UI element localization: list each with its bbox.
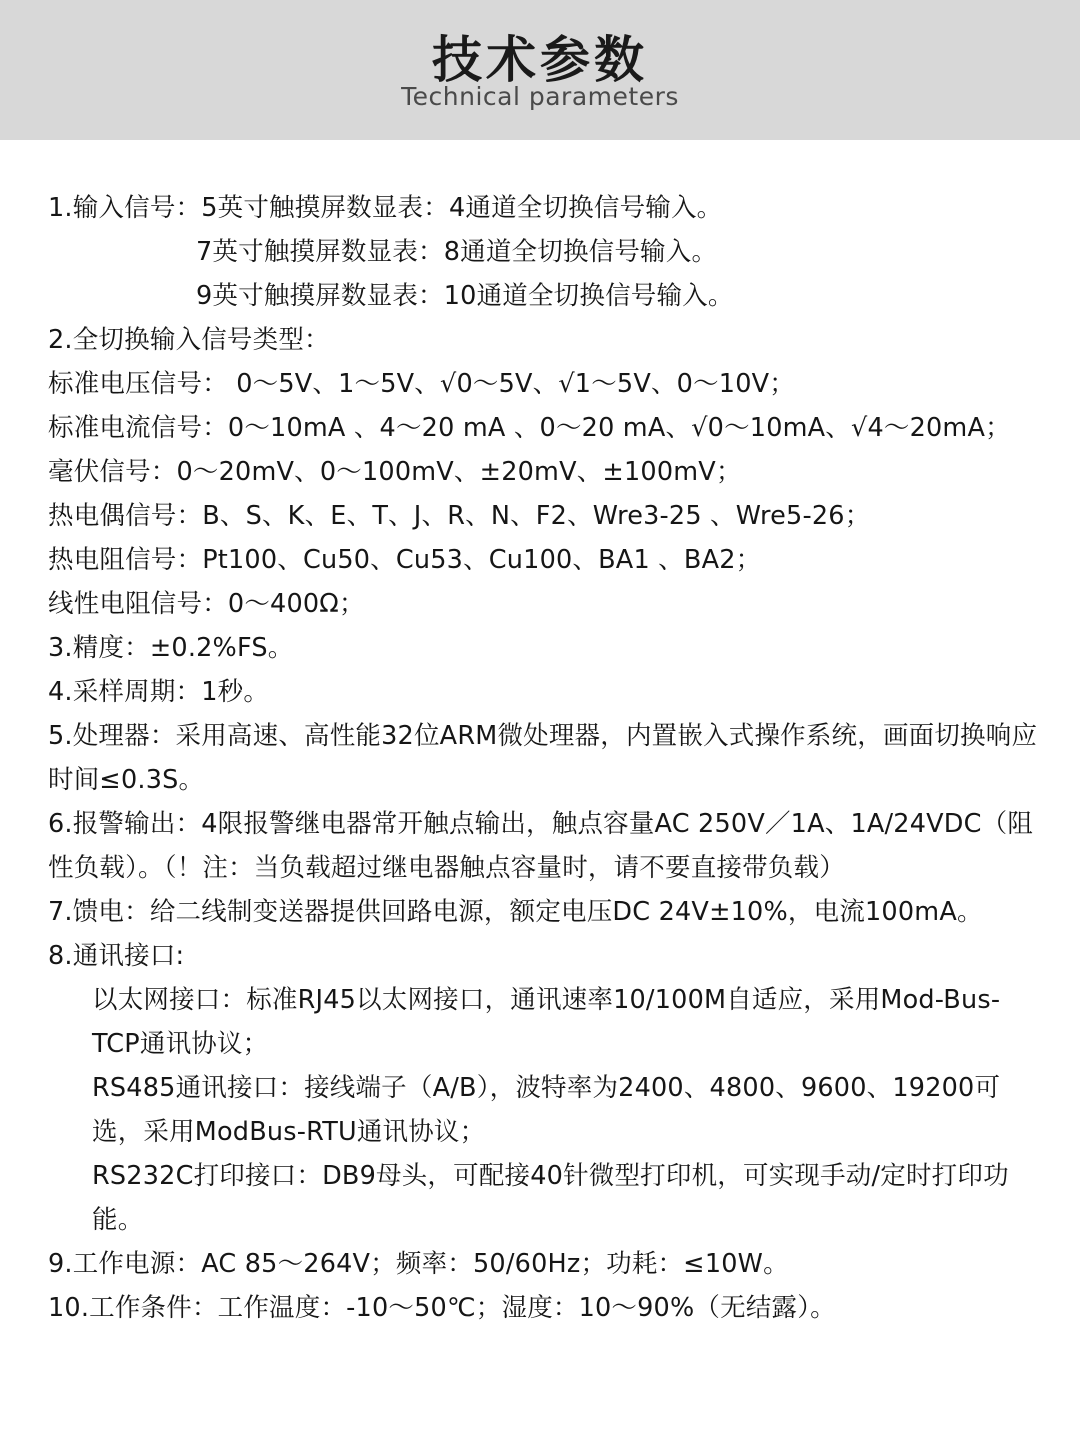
sampling-period: 4.采样周期：1秒。 bbox=[48, 677, 270, 707]
rs485-interface: RS485通讯接口：接线端子（A/B），波特率为2400、4800、9600、19200可选，采用ModBus-RTU通讯协议； bbox=[92, 1073, 1001, 1147]
accuracy: 3.精度：±0.2%FS。 bbox=[48, 633, 294, 663]
linear-resistance-signal: 线性电阻信号：0～400Ω； bbox=[48, 589, 365, 619]
signal-type-heading: 2.全切换输入信号类型： bbox=[48, 325, 330, 355]
rs232c-interface: RS232C打印接口：DB9母头，可配接40针微型打印机，可实现手动/定时打印功能。 bbox=[92, 1161, 1009, 1235]
page-subtitle: Technical parameters bbox=[401, 82, 679, 112]
alarm-output: 6.报警输出：4限报警继电器常开触点输出，触点容量AC 250V／1A、1A/24VDC（阻性负载）。（！注：当负载超过继电器触点容量时，请不要直接带负载） bbox=[48, 809, 1034, 883]
page-title: 技术参数 bbox=[432, 30, 648, 89]
input-signal-1: 1.输入信号：5英寸触摸屏数显表：4通道全切换信号输入。 bbox=[48, 193, 723, 223]
thermocouple-signal: 热电偶信号：B、S、K、E、T、J、R、N、F2、Wre3-25 、Wre5-26； bbox=[48, 501, 871, 531]
working-conditions: 10.工作条件：工作温度：-10～50℃；湿度：10～90%（无结露）。 bbox=[48, 1293, 836, 1323]
millivolt-signal: 毫伏信号：0～20mV、0～100mV、±20mV、±100mV； bbox=[48, 457, 742, 487]
current-signal: 标准电流信号：0～10mA 、4～20 mA 、0～20 mA、√0～10mA、√4～20mA； bbox=[48, 413, 1011, 443]
rtd-signal: 热电阻信号：Pt100、Cu50、Cu53、Cu100、BA1 、BA2； bbox=[48, 545, 762, 575]
processor: 5.处理器：采用高速、高性能32位ARM微处理器，内置嵌入式操作系统，画面切换响应时间≤0.3S。 bbox=[48, 721, 1038, 795]
input-signal-3: 9英寸触摸屏数显表：10通道全切换信号输入。 bbox=[196, 281, 734, 311]
spec-content bbox=[0, 140, 1080, 1330]
voltage-signal: 标准电压信号： 0～5V、1～5V、√0～5V、√1～5V、0～10V； bbox=[48, 369, 795, 399]
comm-interface-heading: 8.通讯接口: bbox=[48, 941, 185, 971]
page-header-band bbox=[0, 0, 1080, 140]
input-signal-2: 7英寸触摸屏数显表：8通道全切换信号输入。 bbox=[196, 237, 718, 267]
power-feed: 7.馈电：给二线制变送器提供回路电源，额定电压DC 24V±10%，电流100mA。 bbox=[48, 897, 983, 927]
working-power: 9.工作电源：AC 85～264V；频率：50/60Hz；功耗：≤10W。 bbox=[48, 1249, 789, 1279]
ethernet-interface: 以太网接口：标准RJ45以太网接口，通讯速率10/100M自适应，采用Mod-Bus-TCP通讯协议； bbox=[92, 985, 1001, 1059]
